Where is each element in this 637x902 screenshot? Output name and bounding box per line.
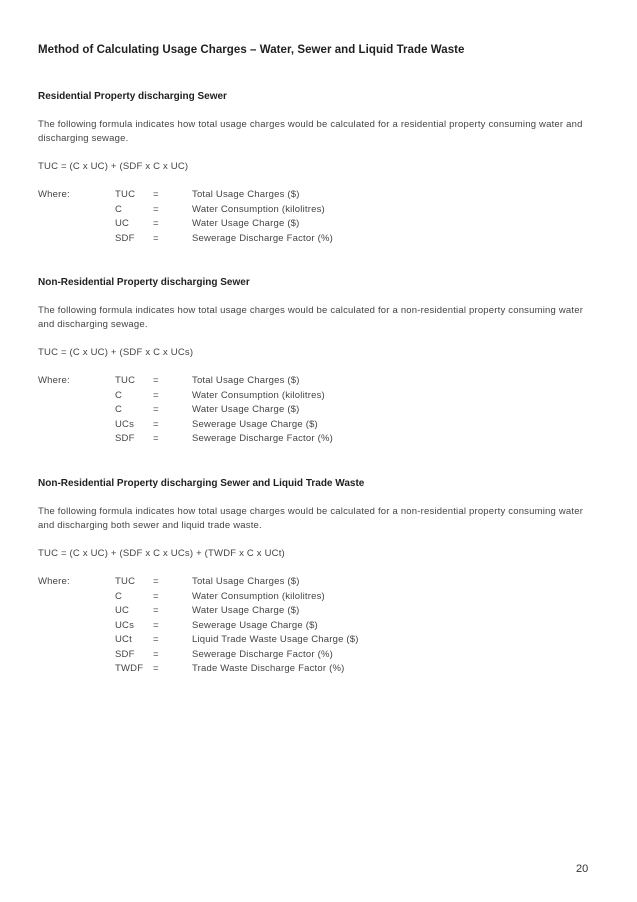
definition-symbol: C	[115, 203, 123, 215]
definition-row	[38, 418, 598, 433]
definition-description: Water Consumption (kilolitres)	[192, 203, 325, 215]
section-intro: The following formula indicates how total usage charges would be calculated for a non-residential property consuming water and discharging sewage.	[38, 305, 584, 330]
definition-symbol: C	[115, 389, 123, 401]
definition-symbol: UCs	[115, 418, 135, 430]
section-non-residential	[38, 276, 598, 447]
definition-symbol: SDF	[115, 648, 135, 660]
definition-symbol: UC	[115, 605, 130, 616]
where-label: Where:	[38, 375, 70, 386]
definition-equals: =	[153, 634, 159, 645]
section-heading: Non-Residential Property discharging Sewer and Liquid Trade Waste	[38, 478, 365, 489]
definition-row	[38, 188, 598, 203]
definition-row	[38, 619, 598, 634]
definition-equals: =	[153, 375, 159, 386]
definitions-list	[38, 188, 598, 246]
section-intro: The following formula indicates how total usage charges would be calculated for a non-residential property consuming water and discharging both sewer and liquid trade waste.	[38, 506, 584, 531]
definition-equals: =	[153, 433, 159, 444]
page-number: 20	[576, 863, 589, 875]
definition-row	[38, 662, 598, 677]
definition-symbol: UCt	[115, 634, 132, 645]
definition-row	[38, 648, 598, 663]
definition-symbol: TUC	[115, 189, 136, 200]
definition-description: Water Usage Charge ($)	[192, 404, 300, 415]
definition-symbol: UC	[115, 218, 130, 229]
definition-equals: =	[153, 232, 159, 244]
definition-symbol: SDF	[115, 232, 135, 244]
definition-description: Sewerage Discharge Factor (%)	[192, 433, 333, 444]
definition-equals: =	[153, 189, 159, 200]
definition-symbol: TWDF	[115, 663, 144, 674]
definition-symbol: C	[115, 404, 123, 415]
section-intro: The following formula indicates how total usage charges would be calculated for a residential property consuming water and discharging sewage.	[38, 119, 583, 144]
definitions-list	[38, 374, 598, 447]
definition-equals: =	[153, 648, 159, 660]
definitions-list	[38, 575, 598, 677]
definition-row	[38, 217, 598, 232]
definition-equals: =	[153, 418, 159, 430]
section-non-residential-trade-waste	[38, 477, 598, 677]
section-residential	[38, 90, 598, 246]
definition-equals: =	[153, 605, 159, 616]
definition-equals: =	[153, 576, 159, 587]
definition-description: Liquid Trade Waste Usage Charge ($)	[192, 634, 359, 645]
definition-description: Trade Waste Discharge Factor (%)	[192, 663, 345, 674]
definition-description: Sewerage Discharge Factor (%)	[192, 648, 333, 660]
formula: TUC = (C x UC) + (SDF x C x UCs)	[38, 347, 194, 358]
definition-description: Water Usage Charge ($)	[192, 605, 300, 616]
section-heading: Residential Property discharging Sewer	[38, 91, 227, 102]
page-title: Method of Calculating Usage Charges – Water, Sewer and Liquid Trade Waste	[38, 44, 465, 56]
formula: TUC = (C x UC) + (SDF x C x UC)	[38, 161, 189, 172]
definition-equals: =	[153, 203, 159, 215]
definition-equals: =	[153, 389, 159, 401]
definition-row	[38, 203, 598, 218]
definition-description: Water Consumption (kilolitres)	[192, 389, 325, 401]
definition-row	[38, 590, 598, 605]
section-heading: Non-Residential Property discharging Sewer	[38, 277, 250, 288]
definition-row	[38, 604, 598, 619]
definition-equals: =	[153, 218, 159, 229]
definition-row	[38, 389, 598, 404]
definition-row	[38, 374, 598, 389]
definition-symbol: UCs	[115, 619, 135, 631]
definition-description: Total Usage Charges ($)	[192, 189, 300, 200]
definition-description: Total Usage Charges ($)	[192, 576, 300, 587]
definition-row	[38, 432, 598, 447]
definition-row	[38, 403, 598, 418]
definition-description: Water Usage Charge ($)	[192, 218, 300, 229]
definition-row	[38, 633, 598, 648]
where-label: Where:	[38, 576, 70, 587]
definition-description: Sewerage Usage Charge ($)	[192, 619, 318, 631]
where-label: Where:	[38, 189, 70, 200]
definition-row	[38, 575, 598, 590]
definition-description: Total Usage Charges ($)	[192, 375, 300, 386]
definition-row	[38, 232, 598, 247]
definition-symbol: C	[115, 590, 123, 602]
definition-description: Water Consumption (kilolitres)	[192, 590, 325, 602]
formula: TUC = (C x UC) + (SDF x C x UCs) + (TWDF x C x UCt)	[38, 548, 285, 559]
definition-equals: =	[153, 663, 159, 674]
definition-symbol: SDF	[115, 433, 135, 444]
definition-symbol: TUC	[115, 375, 136, 386]
definition-equals: =	[153, 619, 159, 631]
definition-symbol: TUC	[115, 576, 136, 587]
definition-equals: =	[153, 404, 159, 415]
definition-description: Sewerage Usage Charge ($)	[192, 418, 318, 430]
definition-description: Sewerage Discharge Factor (%)	[192, 232, 333, 244]
definition-equals: =	[153, 590, 159, 602]
